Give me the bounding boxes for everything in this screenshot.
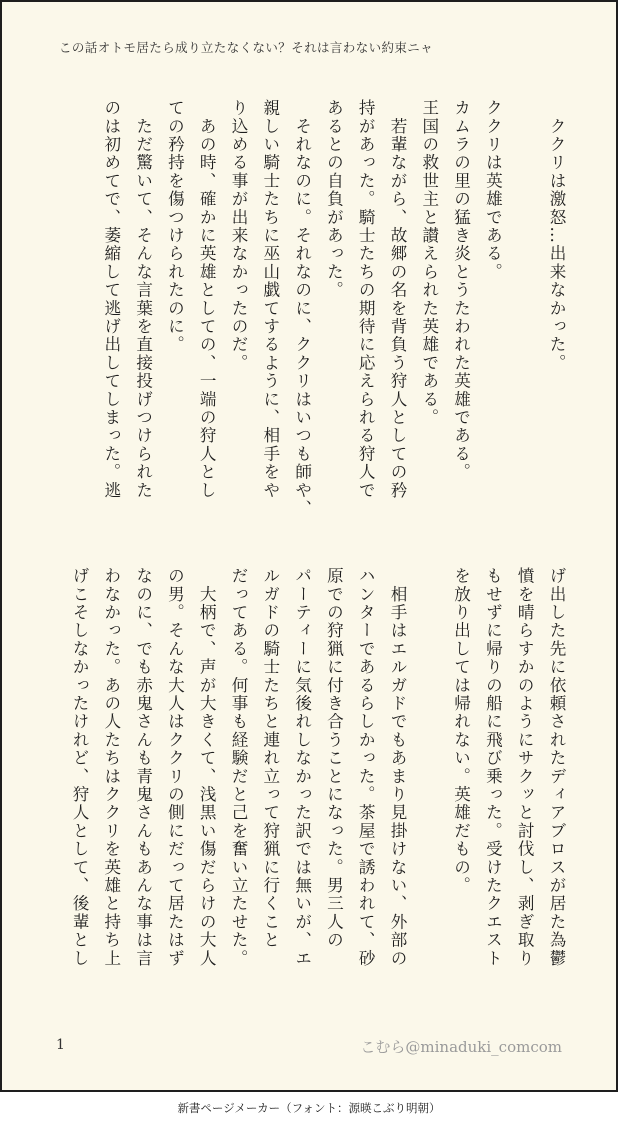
tool-caption: 新書ページメーカー（フォント：源暎こぶり明朝）: [177, 1101, 441, 1115]
text-line: わなかった。あの人たちはククリを英雄と持ち上: [101, 567, 121, 968]
text-line: 大柄で、声が大きくて、浅黒い傷だらけの大人: [197, 567, 217, 968]
text-line: のは初めてで、萎縮して逃げ出してしまった。逃: [101, 99, 121, 500]
text-line: げこそしなかったけれど、狩人として、後輩とし: [70, 567, 90, 968]
page-number: 1: [56, 1037, 65, 1053]
text-line: げ出した先に依頼されたディアブロスが居た為鬱: [547, 567, 566, 968]
text-line: ハンターであるらしかった。茶屋で誘われて、砂: [356, 567, 376, 968]
text-line: ルガドの騎士たちと連れ立って狩猟に行くこと: [260, 567, 280, 950]
text-line: [413, 567, 445, 987]
page-header: この話オトモ居たら成り立たなくない？それは言わない約束ニャ: [59, 40, 434, 55]
text-line: の男。そんな大人はククリの側にだって居たはず: [165, 567, 185, 968]
text-line: ただ驚いて、そんな言葉を直接投げつけられた: [133, 99, 153, 500]
text-line: 王国の救世主と讃えられた英雄である。: [419, 99, 439, 427]
text-line: ククリは激怒…出来なかった。: [547, 99, 566, 372]
text-line: り込める事が出来なかったのだ。: [229, 99, 249, 372]
text-column-top: [52, 99, 572, 529]
text-line: だってある。何事も経験だと己を奮い立たせた。: [229, 567, 249, 968]
text-line: なのに、でも赤鬼さんも青鬼さんもあんな事は言: [133, 567, 153, 968]
text-line: ての矜持を傷つけられたのに。: [165, 99, 185, 354]
text-line: 相手はエルガドでもあまり見掛けない、外部の: [388, 567, 408, 968]
text-column-bottom: [52, 567, 572, 987]
text-line: を放り出しては帰れない。英雄だもの。: [451, 567, 471, 895]
text-line: 持があった。騎士たちの期待に応えられる狩人で: [356, 99, 376, 500]
text-line: あるとの自負があった。: [324, 99, 344, 300]
text-line: パーティーに気後れしなかった訳では無いが、エ: [292, 567, 312, 968]
text-line: [508, 99, 540, 529]
text-line: 若輩ながら、故郷の名を背負う狩人としての矜: [388, 99, 408, 500]
text-line: ククリは英雄である。: [483, 99, 503, 281]
text-line: 親しい騎士たちに巫山戯てするように、相手をや: [260, 99, 280, 500]
author-credit: こむら@minaduki_comcom: [360, 1038, 562, 1056]
text-line: それなのに。それなのに、ククリはいつも師や、: [292, 99, 312, 518]
text-line: 原での狩猟に付き合うことになった。男三人の: [324, 567, 344, 950]
text-line: 憤を晴らすかのようにサクッと討伐し、剥ぎ取り: [515, 567, 535, 968]
text-line: あの時、確かに英雄としての、一端の狩人とし: [197, 99, 217, 500]
text-line: もせずに帰りの船に飛び乗った。受けたクエスト: [483, 567, 503, 968]
text-line: カムラの里の猛き炎とうたわれた英雄である。: [451, 99, 471, 482]
